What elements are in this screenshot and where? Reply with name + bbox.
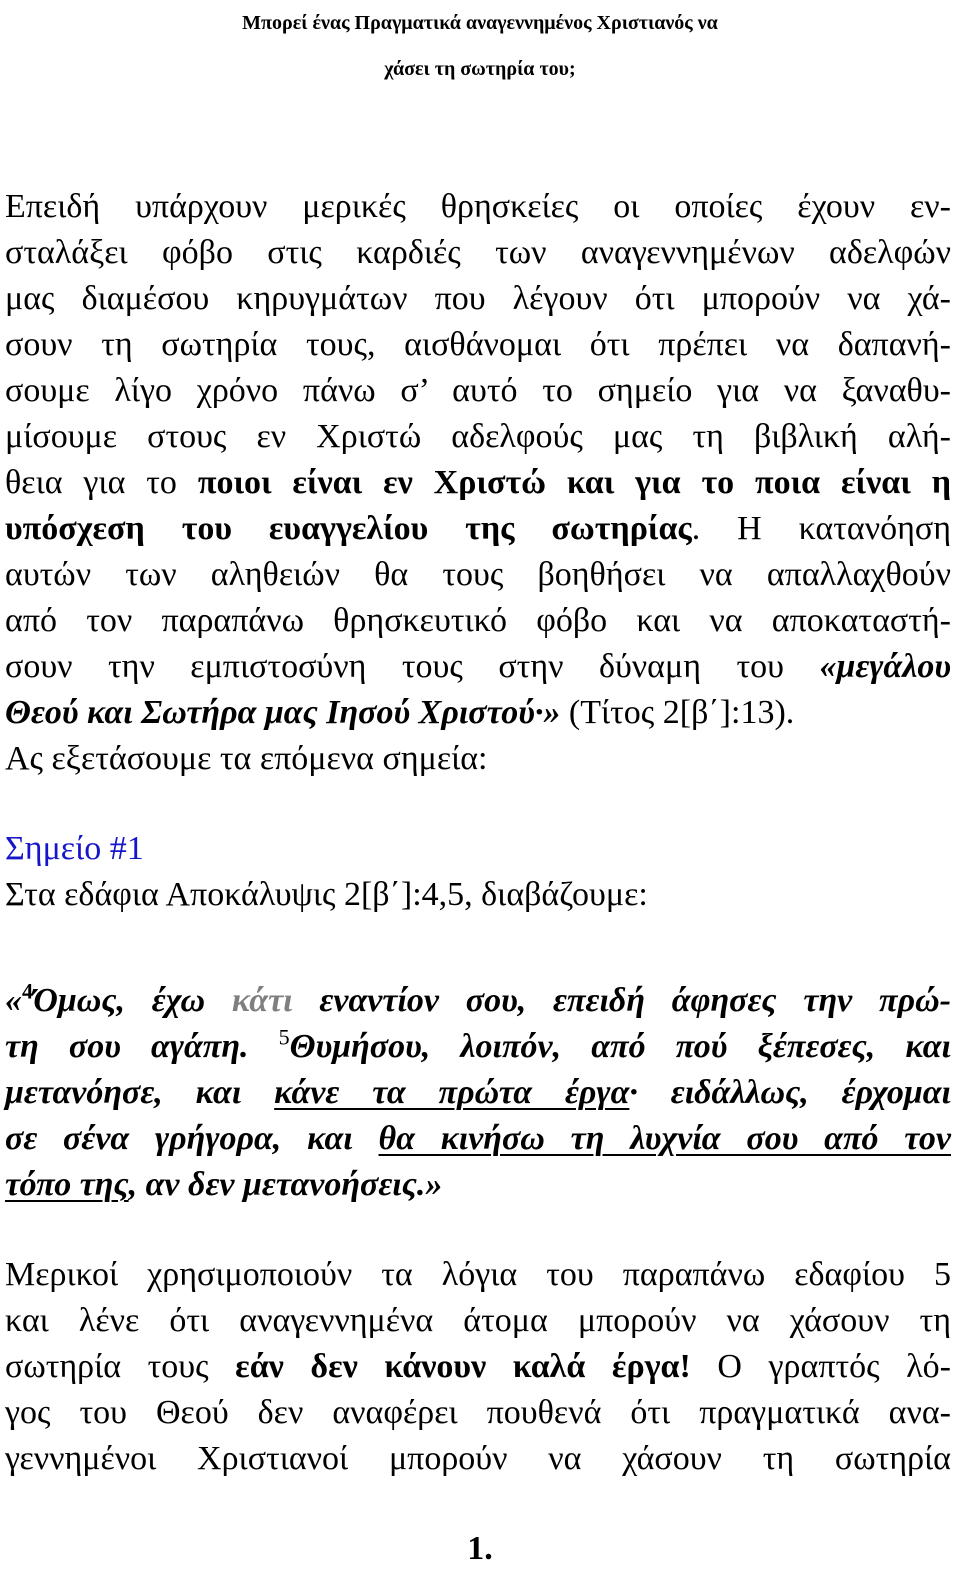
bold-italic-text: «μεγάλου: [819, 648, 951, 685]
paragraph-line: [5, 644, 951, 690]
paragraph-line: [5, 690, 951, 736]
quote-text: · ειδάλλως, έρχομαι: [629, 1074, 951, 1111]
quote-text: Όμως, έχω: [33, 982, 232, 1019]
paragraph-line: [5, 506, 951, 552]
quote-text-underlined: κάνε τα πρώτα έργα: [274, 1074, 630, 1111]
quote-text: , αν δεν μετανοήσεις.»: [128, 1166, 443, 1203]
paragraph-line: γεννημένοι Χριστιανοί μπορούν να χάσουν τη σωτηρία: [5, 1440, 951, 1477]
paragraph-line: από τον παραπάνω θρησκευτικό φόβο και να αποκαταστή-: [5, 602, 951, 639]
paragraph-line: [5, 1344, 951, 1390]
bold-italic-text: Θεού και Σωτήρα μας Ιησού Χριστού·»: [5, 694, 561, 731]
quote-text: μετανόησε, και: [5, 1074, 275, 1111]
paragraph-line: σουν τη σωτηρία τους, αισθάνομαι ότι πρέπει να δαπανή-: [5, 326, 951, 363]
paragraph-line: Ας εξετάσουμε τα επόμενα σημεία:: [5, 740, 488, 777]
bold-text: υπόσχεση του ευαγγελίου της σωτηρίας: [5, 510, 692, 547]
quote-open: «: [5, 982, 22, 1019]
paragraph-line: Μερικοί χρησιμοποιούν τα λόγια του παραπάνω εδαφίου 5: [5, 1256, 951, 1293]
quote-line: [5, 1116, 951, 1162]
quote-text-gray: κάτι: [231, 982, 293, 1019]
quote-line: [5, 978, 951, 1024]
paragraph-line: μας διαμέσου κηρυγμάτων που λέγουν ότι μπορούν να χά-: [5, 280, 951, 317]
paragraph-line: [5, 460, 951, 506]
quote-text-underlined: τόπο της: [5, 1166, 129, 1203]
quote-text: τη σου αγάπη.: [5, 1028, 279, 1065]
paragraph-line: μίσουμε στους εν Χριστώ αδελφούς μας τη βιβλική αλή-: [5, 418, 951, 455]
text-span: θεια για το: [5, 464, 198, 501]
paragraph-line: και λένε ότι αναγεννημένα άτομα μπορούν να χάσουν τη: [5, 1302, 951, 1339]
paragraph-line: σουμε λίγο χρόνο πάνω σ’ αυτό το σημείο για να ξαναθυ-: [5, 372, 951, 409]
text-span: . Η κατανόηση: [691, 510, 951, 547]
quote-text-underlined: θα κινήσω τη λυχνία σου από τον: [378, 1120, 952, 1157]
title-line-1: Μπορεί ένας Πραγματικά αναγεννημένος Χριστιανός να: [242, 12, 718, 34]
bold-text: ποιοι είναι εν Χριστώ και για το ποια είναι η: [197, 464, 951, 501]
section-heading: Σημείο #1: [5, 830, 144, 867]
paragraph-line: γος του Θεού δεν αναφέρει πουθενά ότι πραγματικά ανα-: [5, 1394, 951, 1431]
quote-line: [5, 1070, 951, 1116]
verse-number: 5: [278, 1024, 290, 1050]
scripture-reference: (Τίτος 2[β΄]:13).: [560, 694, 795, 731]
quote-line: [5, 1162, 951, 1208]
quote-line: [5, 1024, 951, 1070]
text-span: σωτηρία τους: [5, 1348, 236, 1385]
quote-text: σε σένα γρήγορα, και: [5, 1120, 379, 1157]
paragraph-line: αυτών των αληθειών θα τους βοηθήσει να απαλλαχθούν: [5, 556, 951, 593]
verse-number: 4: [22, 978, 33, 1004]
section-intro: Στα εδάφια Αποκάλυψις 2[β΄]:4,5, διαβάζουμε:: [5, 876, 648, 913]
paragraph-line: σταλάξει φόβο στις καρδιές των αναγεννημένων αδελφών: [5, 234, 951, 271]
text-span: Ο γραπτός λό-: [690, 1348, 952, 1385]
page-title: [0, 0, 960, 92]
paragraph-line: Επειδή υπάρχουν μερικές θρησκείες οι οποίες έχουν εν-: [5, 188, 951, 225]
title-line-2: χάσει τη σωτηρία του;: [384, 58, 576, 80]
quote-text: εναντίον σου, επειδή άφησες την πρώ-: [292, 982, 951, 1019]
bold-text: εάν δεν κάνουν καλά έργα!: [235, 1348, 691, 1385]
quote-text: Θυμήσου, λοιπόν, από πού ξέπεσες, και: [289, 1028, 952, 1065]
page-number: 1.: [467, 1530, 493, 1567]
text-span: σουν την εμπιστοσύνη τους στην δύναμη του: [5, 648, 820, 685]
